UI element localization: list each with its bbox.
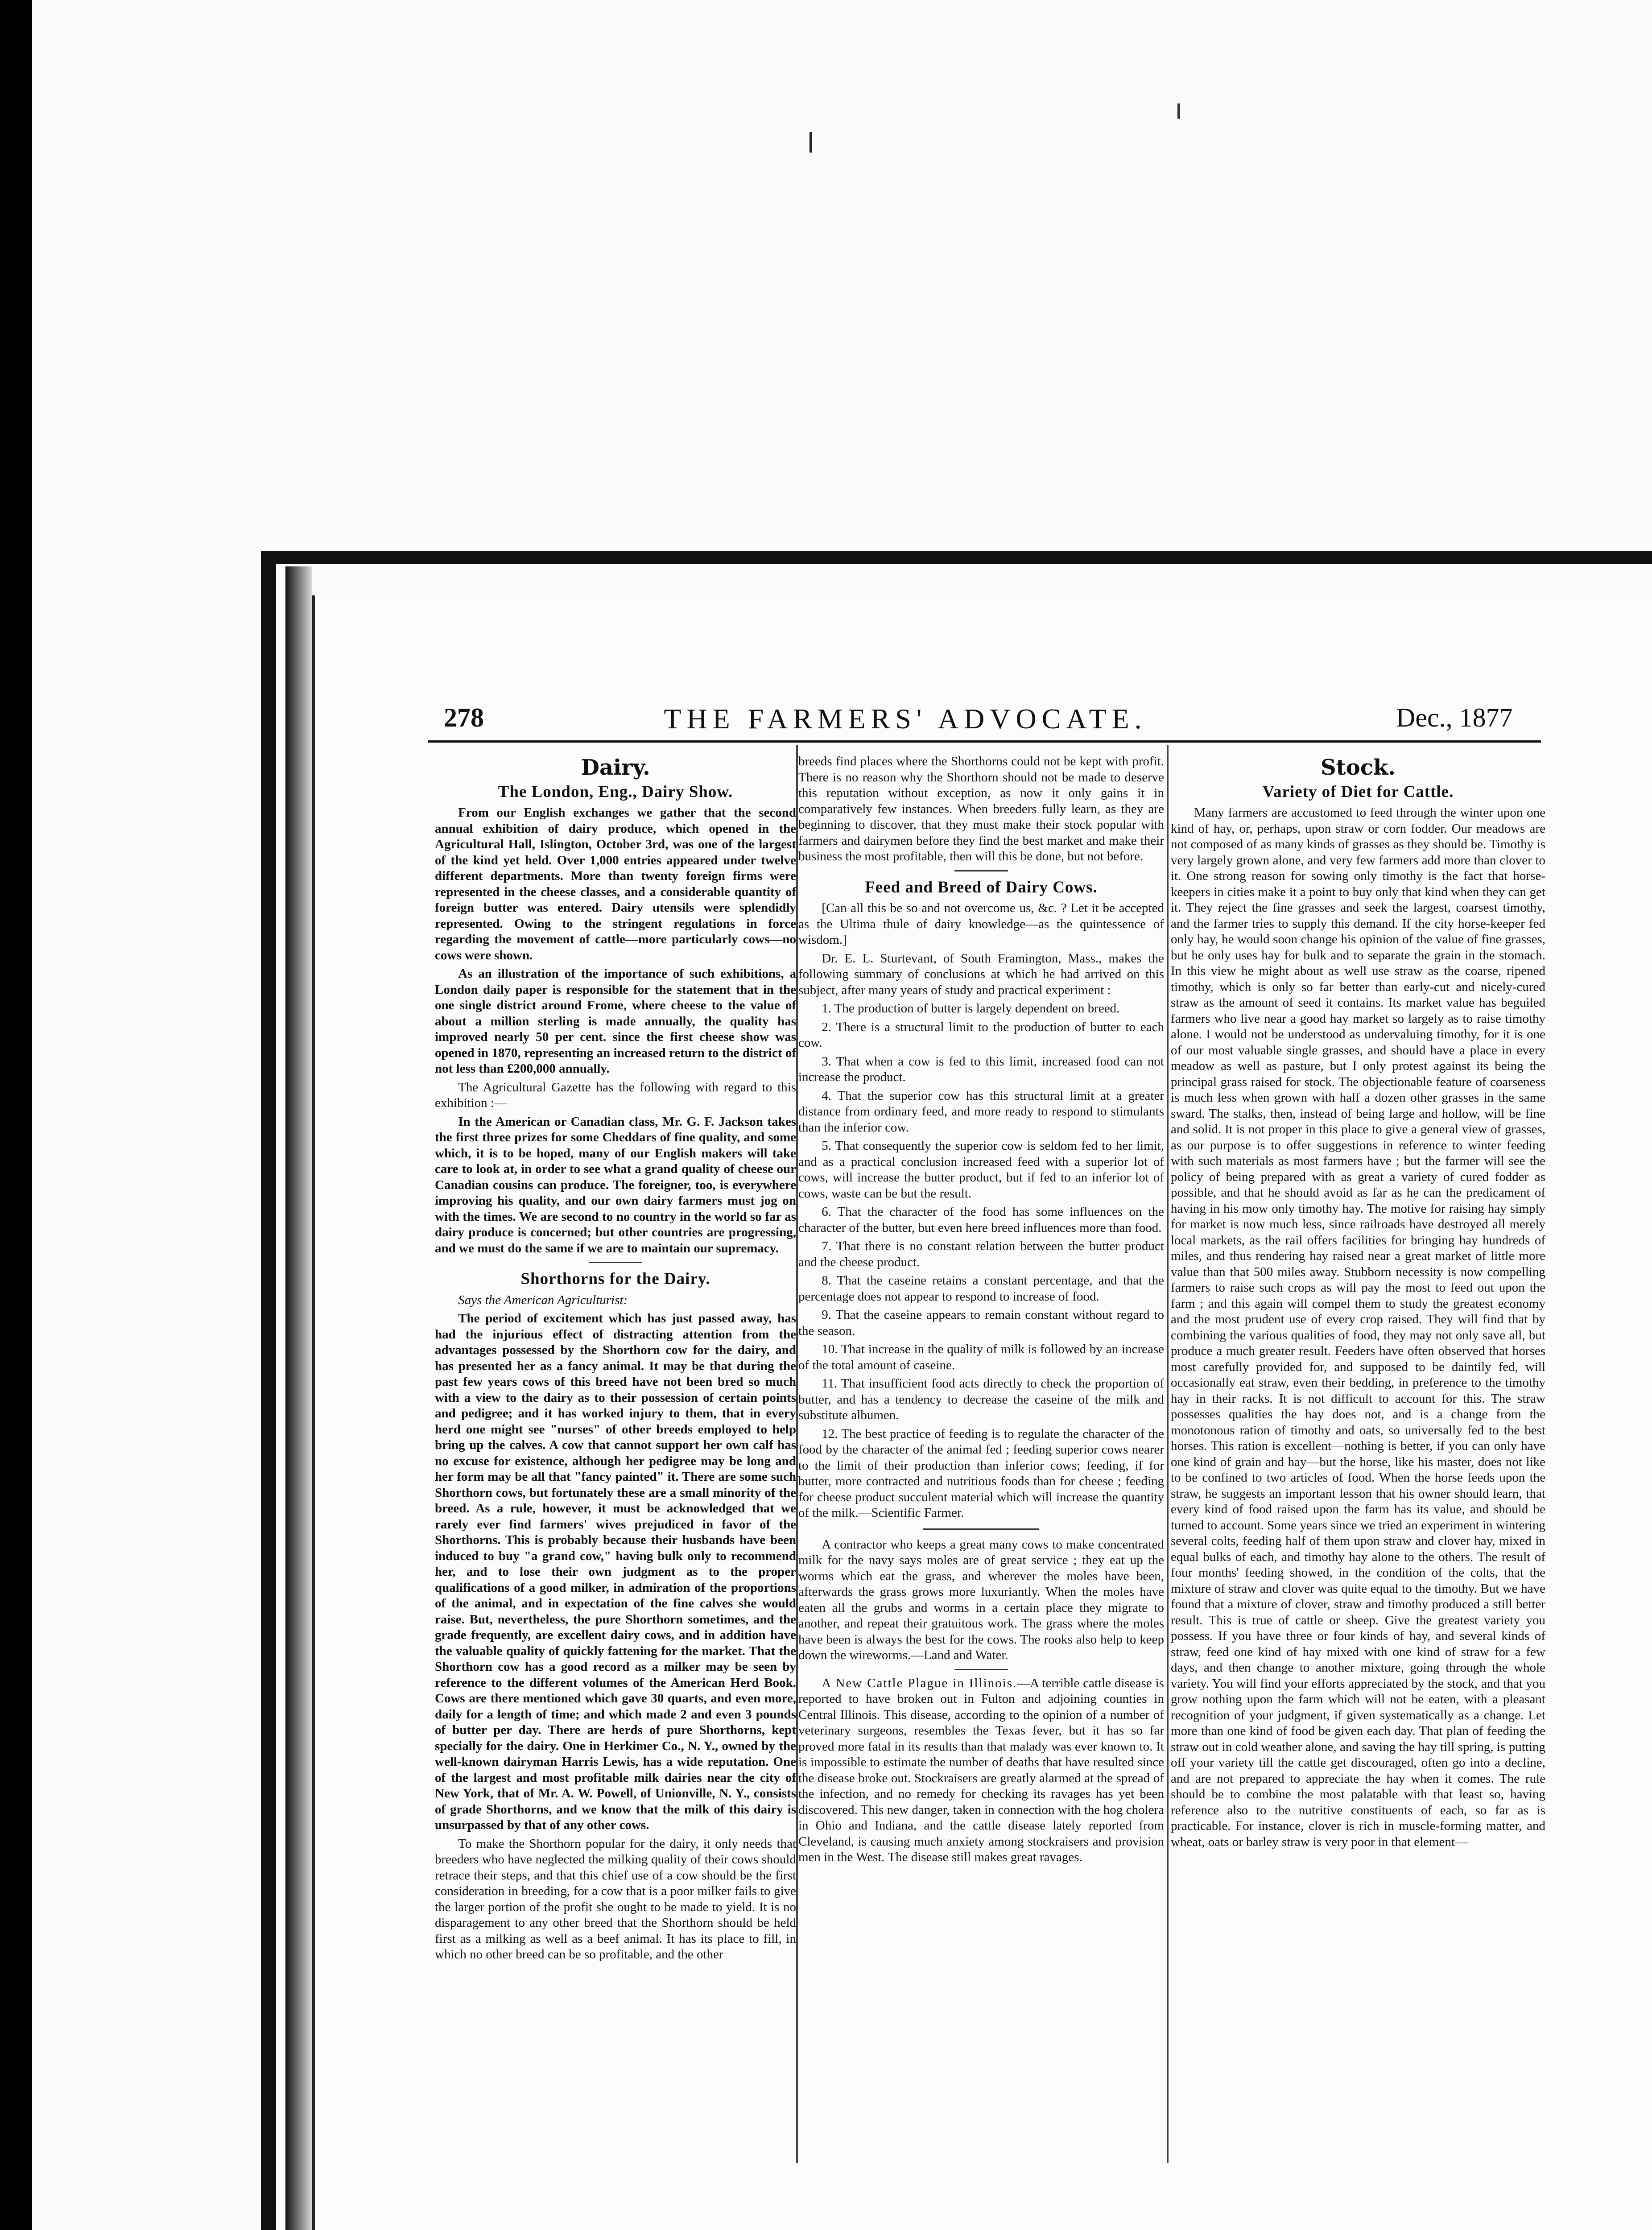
article-paragraph: Says the American Agriculturist: bbox=[458, 1293, 628, 1307]
article-paragraph: [Can all this be so and not overcome us, &c. ? Let it be accepted as the Ultima thule of dairy knowledge—as the quintessence of wisdom.] bbox=[798, 901, 1164, 947]
article-paragraph: The period of excitement which has just passed away, has had the injurious effect of distracting attention from the advantages possessed by the Shorthorn cow for the dairy, and has presented her as a fancy animal. It may be that during the past few years cows of this breed have not been bred so much with a view to the dairy as to their possession of certain points and pedigree; and it has worked injury to them, that in every herd one might see "nurses" of other breeds employed to help bring up the calves. A cow that cannot support her own calf has no excuse for existence, although her pedigree may be long and her form may be all that "fancy painted" it. There are some such Shorthorn cows, but fortunately these are a small minority of the breed. As a rule, however, it must be acknowledged that we rarely ever find farmers' wives prejudiced in favor of the Shorthorns. This is probably because their husbands have been induced to buy "a grand cow," having bulk only to recommend her, and to lose their own judgment as to the proper qualifications of a good milker, in admiration of the proportions of the animal, and in expectation of the fine calves she would raise. But, nevertheless, the pure Shorthorn sometimes, and the grade frequently, are excellent dairy cows, and in addition have the valuable quality of quickly fattening for the market. That the Shorthorn cow has a good record as a milker may be seen by reference to the different volumes of the American Herd Book. Cows are there mentioned which gave 30 quarts, and even more, daily for a length of time; and which made 2 and even 3 pounds of butter per day. There are herds of pure Shorthorns, kept specially for the dairy. One in Herkimer Co., N. Y., owned by the well-known dairyman Harris Lewis, has a wide reputation. One of the largest and most profitable milk dairies near the city of New York, that of Mr. A. W. Powell, of Unionville, N. Y., consists of grade Shorthorns, and we know that the milk of this dairy is unsurpassed by that of any other cows. bbox=[435, 1311, 796, 1832]
article-paragraph: —A terrible cattle disease is reported to have broken out in Fulton and adjoining counties in Central Illinois. This disease, according to the opinion of a number of veterinary surgeons, resembles the Texas fever, but it has so far proved more fatal in its results than that malady was ever known to. It is impossible to estimate the number of deaths that have resulted since the disease broke out. Stockraisers are greatly alarmed at the spread of the infection, and no remedy for checking its ravages has yet been discovered. This new danger, taken in connection with the hog cholera in Ohio and Indiana, and the cattle disease lately reported from Cleveland, is causing much anxiety among stockraisers and provision men in the West. The disease still makes great ravages. bbox=[798, 1676, 1164, 1864]
article-paragraph: Dr. E. L. Sturtevant, of South Framington, Mass., makes the following summary of conclusions at which he had arrived on this subject, after many years of study and practical experiment : bbox=[798, 951, 1164, 997]
list-item: 4. That the superior cow has this structural limit at a greater distance from ordinary feed, and more ready to respond to stimulants than the inferior cow. bbox=[798, 1088, 1164, 1135]
list-item: 9. That the caseine appears to remain constant without regard to the season. bbox=[798, 1308, 1164, 1338]
column-rule bbox=[1167, 745, 1169, 2163]
list-item: 5. That consequently the superior cow is seldom fed to her limit, and as a practical conclusion increased feed with a superior lot of cows, will increase the butter product, but if fed to an inferior lot of cows, waste can be but the result. bbox=[798, 1139, 1164, 1201]
article-paragraph: From our English exchanges we gather that the second annual exhibition of dairy produce, which opened in the Agricultural Hall, Islington, October 3rd, was one of the largest of the kind yet held. Over 1,000 entries appeared under twelve different departments. More than twenty foreign firms were represented in the cheese classes, and a considerable quantity of foreign butter was entered. Dairy utensils were splendidly represented. Owing to the stringent regulations in force regarding the movement of cattle—more particularly cows—no cows were shown. bbox=[435, 805, 796, 962]
list-item: 3. That when a cow is fed to this limit, increased food can not increase the product. bbox=[798, 1054, 1164, 1084]
separator-rule bbox=[954, 1669, 1008, 1670]
article-paragraph: breeds find places where the Shorthorns could not be kept with profit. There is no reason why the Shorthorn should not be made to deserve this reputation without exception, as now it only gains it in comparatively few instances. When breeders fully learn, as they are beginning to discover, that they must make their stock popular with farmers and dairymen before they find the best market and make their business the most profitable, then will this be done, but not before. bbox=[798, 754, 1164, 863]
list-item: 10. That increase in the quality of milk is followed by an increase of the total amount of caseine. bbox=[798, 1342, 1164, 1372]
article-title: Variety of Diet for Cattle. bbox=[1262, 782, 1454, 801]
separator-rule bbox=[589, 1262, 642, 1263]
list-item: 8. That the caseine retains a constant percentage, and that the percentage does not appear to respond to increase of food. bbox=[798, 1273, 1164, 1304]
column-1 bbox=[435, 754, 796, 1966]
article-paragraph: A contractor who keeps a great many cows to make concentrated milk for the navy says moles are of great service ; they eat up the worms which eat the grass, and wherever the moles have been, afterwards the grass grows more luxuriantly. When the moles have eaten all the grubs and worms in a certain place they migrate to another, and repeat their gratuitous work. The grass where the moles have been is always the best for the cows. The rooks also help to keep down the wireworms.—Land and Water. bbox=[798, 1537, 1164, 1662]
article-paragraph: As an illustration of the importance of such exhibitions, a London daily paper is responsible for the statement that in the one single district around Frome, where cheese to the value of about a million sterling is made annually, the quality has improved nearly 50 per cent. since the first cheese show was opened in 1870, representing an increased return to the district of not less than £200,000 annually. bbox=[435, 966, 796, 1076]
column-2 bbox=[798, 754, 1164, 1868]
list-item: 12. The best practice of feeding is to regulate the character of the food by the character of the animal fed ; feeding superior cows nearer to the limit of their production than inferior cows; feeding, if for butter, more contracted and nutritious foods than for cheese ; feeding for cheese product succulent material which will increase the quantity of the milk.—Scientific Farmer. bbox=[798, 1426, 1164, 1520]
department-heading: Dairy. bbox=[581, 755, 650, 780]
list-item: 6. That the character of the food has some influences on the character of the butter, but even here breed influences more than food. bbox=[798, 1205, 1164, 1235]
binding-shadow bbox=[285, 566, 312, 2230]
header-rule bbox=[428, 740, 1541, 743]
article-title: Shorthorns for the Dairy. bbox=[520, 1270, 710, 1288]
article-paragraph: The Agricultural Gazette has the following with regard to this exhibition :— bbox=[435, 1080, 796, 1110]
list-item: 2. There is a structural limit to the production of butter to each cow. bbox=[798, 1020, 1164, 1050]
department-heading: Stock. bbox=[1320, 755, 1396, 780]
masthead-title: THE FARMERS' ADVOCATE. bbox=[664, 703, 1147, 735]
article-title: The London, Eng., Dairy Show. bbox=[498, 782, 733, 801]
separator-rule bbox=[954, 870, 1008, 871]
article-paragraph: In the American or Canadian class, Mr. G. F. Jackson takes the first three prizes for some Cheddars of fine quality, and some which, it is to be hoped, many of our English makers will take care to look at, in order to see what a grand quality of cheese our Canadian cousins can produce. The foreigner, too, is everywhere improving his quality, and our own dairy farmers must jog on with the times. We are second to no country in the world so far as dairy produce is concerned; but other countries are progressing, and we must do the same if we are to maintain our supremacy. bbox=[435, 1114, 796, 1255]
column-rule bbox=[796, 745, 798, 2163]
list-item: 11. That insufficient food acts directly to check the proportion of butter, and has a tendency to decrease the caseine of the milk and substitute albumen. bbox=[798, 1376, 1164, 1422]
list-item: 7. That there is no constant relation between the butter product and the cheese product. bbox=[798, 1239, 1164, 1269]
column-3 bbox=[1171, 754, 1545, 1853]
separator-rule bbox=[923, 1528, 1039, 1530]
page-number: 278 bbox=[444, 703, 484, 732]
article-paragraph: Many farmers are accustomed to feed through the winter upon one kind of hay, or, perhaps, upon straw or corn fodder. Our meadows are not composed of as many kinds of grasses as they should be. Timothy is very largely grown alone, and very few farmers add more than clover to it. One strong reason for sowing only timothy is the fact that horse-keepers in cities make it a point to buy only that kind when they can get it. They reject the fine grasses and seek the largest, coarsest timothy, and the farmer tries to supply this demand. If the city horse-keeper fed only hay, he would soon change his opinion of the value of fine grasses, but he only uses hay for bulk and to separate the grain in the stomach. In this view he might about as well use straw as the coarse, ripened timothy, which is only so far better than early-cut and nicely-cured straw as the amount of seed it contains. Its market value has beguiled farmers who live near a good hay market so largely as to raise timothy alone. I would not be understood as undervaluing timothy, for it is one of our most valuable single grasses, and should have a place in every meadow as well as pasture, but I only protest against its being the principal grass raised for stock. The objectionable feature of coarseness is much less when grown with half a dozen other grasses in the same sward. The stalks, then, instead of being large and hollow, will be fine and solid. It is not proper in this place to give a general view of grasses, as our purpose is to offer suggestions in reference to winter feeding with such materials as most farmers have ; but the farmer will see the policy of being prepared with as great a variety of cured fodder as possible, and that he should avoid as far as he can the predicament of having in his mow only timothy hay. The motive for raising hay simply for market is now much less, since railroads have destroyed all merely local markets, as the rail offers facilities for bringing hay hundreds of miles, and thus rendering hay raised near a great market of little more value than that 500 miles away. Stubborn necessity is now compelling farmers to raise such crops as will pay the most to feed out upon the farm ; and this again will compel them to study the greatest economy and the most prudent use of every crop raised. They will find that by combining the various qualities of food, they may not only save all, but produce a much greater result. Feeders have often observed that horses most carefully provided for, and supposed to be daintily fed, will occasionally eat straw, even their bedding, in preference to the timothy hay in their racks. It is not difficult to account for this. The straw possesses qualities the hay does not, and is a change from the monotonous ration of timothy and oats, so universally fed to the best horses. This ration is excellent—nothing is better, if you can only have one kind of grain and hay—but the horse, like his master, does not like to be confined to two articles of food. When the horse feeds upon the straw, he suggests an important lesson that his owner should learn, that every kind of food raised upon the farm has its value, and should be turned to account. Some years since we tried an experiment in wintering several colts, feeding half of them upon straw and clover hay, mixed in equal bulks of each, and timothy hay alone to the others. The result of four months' feeding showed, in the condition of the colts, that the mixture of straw and clover was quite equal to the timothy. But we have found that a mixture of clover, straw and timothy produced a still better result. This is true of cattle or sheep. Give the greatest variety you possess. If you have three or four kinds of hay, and several kinds of straw, feed one kind of hay mixed with one kind of straw for a few days, and then change to another mixture, going through the whole variety. You will find your efforts appreciated by the stock, and that you grow nothing upon the farm which will not be eaten, with a pleasant recognition of your judgment, if given systematically as a change. Let more than one kind of food be given each day. That plan of feeding the straw out in cold weather alone, and saving the hay till spring, is putting off your variety till the cattle get discouraged, often go into a decline, and are not prepared to appreciate the hay when it comes. The rule should be to combine the most palatable with that least so, having reference also to the nutritive constituents of each, so far as is practicable. For instance, clover is rich in muscle-forming matter, and wheat, oats or barley straw is very poor in that element— bbox=[1171, 805, 1545, 1849]
list-item: 1. The production of butter is largely dependent on breed. bbox=[822, 1001, 1120, 1016]
article-lead: A New Cattle Plague in Illinois. bbox=[822, 1676, 1017, 1690]
article-paragraph: To make the Shorthorn popular for the dairy, it only needs that breeders who have neglected the milking quality of their cows should retrace their steps, and that this chief use of a cow should be the first consideration in breeding, for a cow that is a poor milker fails to give the larger portion of the profit she ought to be made to yield. It is no disparagement to any other breed that the Shorthorn should be held first as a milking as well as a beef animal. It has its place to fill, in which no other breed can be so profitable, and the other bbox=[435, 1836, 796, 1962]
scan-mark bbox=[809, 132, 818, 153]
issue-date: Dec., 1877 bbox=[1396, 703, 1513, 732]
article-title: Feed and Breed of Dairy Cows. bbox=[865, 878, 1098, 896]
scan-mark bbox=[1177, 103, 1180, 119]
